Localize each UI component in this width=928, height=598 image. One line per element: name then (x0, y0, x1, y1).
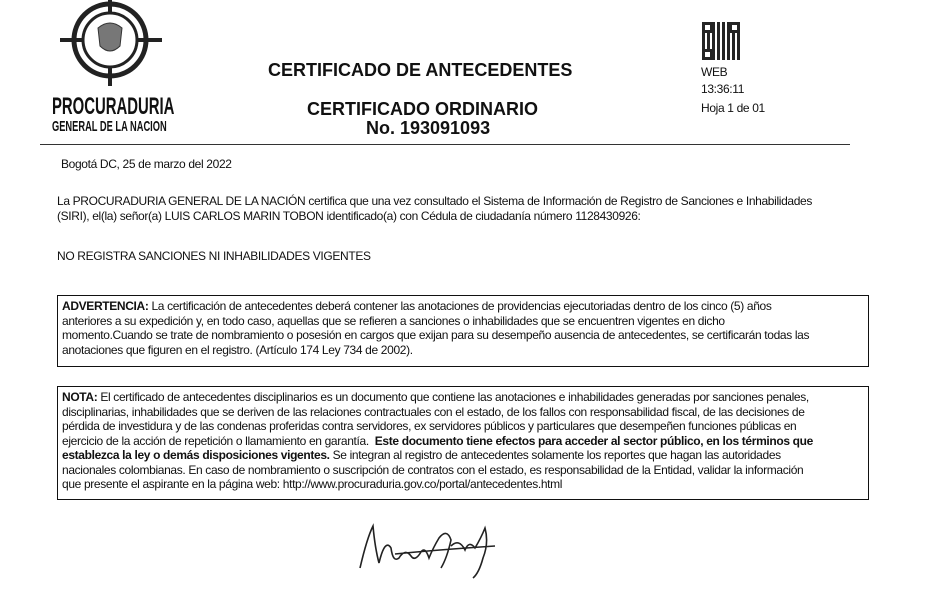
advertencia-line: anotaciones que figuren en el registro. (Artículo 174 Ley 734 de 2002). (62, 342, 413, 357)
logo-line1: PROCURADURIA (52, 93, 175, 120)
page-label: Hoja 1 de 01 (701, 101, 765, 115)
qr-code (702, 22, 740, 60)
header-divider (40, 144, 850, 145)
advertencia-label: ADVERTENCIA: (62, 299, 149, 313)
nota-line: Se integran al registro de antecedentes solamente los reportes que hagan las autoridades (329, 448, 781, 462)
advertencia-line: momento.Cuando se trate de nombramiento o posesión en cargos que exijan para su desempeño ausencia de antecedentes, se certificarán todas las (62, 328, 810, 342)
nota-line: ejercicio de la acción de repetición o llamamiento en garantía. (62, 433, 375, 448)
advertencia-line: La certificación de antecedentes deberá contener las anotaciones de providencias ejecutoriadas dentro de los cinco (5) años (148, 299, 772, 313)
advertencia-line: anteriores a su expedición y, en todo caso, aquellas que se refieren a sanciones o inhabilidades que se encuentren vigentes en dicho (62, 313, 725, 328)
nota-line: disciplinarias, inhabilidades que se deriven de las relaciones contractuales con el estado, de los fallos con responsabilidad fiscal, de las decisiones de (62, 404, 805, 419)
body-line: La PROCURADURIA GENERAL DE LA NACIÓN certifica que una vez consultado el Sistema de Información de Registro de Sanciones e Inhabilidades (57, 194, 813, 208)
crest-target-icon (52, 0, 172, 92)
place-date: Bogotá DC, 25 de marzo del 2022 (61, 157, 232, 171)
certificate-number: No. 193091093 (366, 118, 491, 138)
nota-bold: Este documento tiene efectos para acceder al sector público, en los términos que (374, 433, 813, 448)
nota-line: que presente el aspirante en la página web: http://www.procuraduria.gov.co/portal/antecedentes.html (62, 477, 563, 491)
nota-box (57, 386, 869, 500)
nota-line: El certificado de antecedentes disciplinarios es un documento que contiene las anotaciones e inhabilidades generadas por sanciones penales, (97, 390, 809, 404)
certificate-title: CERTIFICADO DE ANTECEDENTES (268, 60, 573, 80)
nota-line: pérdida de investidura y de las condenas proferidas contra servidores, ex servidores públicos y particulares que desempeñen funciones públicas en (62, 419, 797, 433)
channel-label: WEB (701, 65, 728, 79)
body-line: (SIRI), el(la) señor(a) LUIS CARLOS MARIN TOBON identificado(a) con Cédula de ciudadanía número 1128430926: (57, 208, 641, 223)
result-text: NO REGISTRA SANCIONES NI INHABILIDADES VIGENTES (57, 249, 371, 263)
nota-line: nacionales colombianas. En caso de nombramiento o suscripción de contratos con el estado, es responsabilidad de la Entidad, validar la información (62, 462, 804, 477)
procuraduria-logo (52, 0, 175, 140)
advertencia-box (57, 295, 869, 367)
nota-label: NOTA: (62, 390, 98, 404)
certificate-subtitle: CERTIFICADO ORDINARIO (307, 99, 538, 119)
logo-line2: GENERAL DE LA NACION (52, 118, 167, 135)
nota-bold: establezca la ley o demás disposiciones vigentes. (62, 448, 330, 462)
time-label: 13:36:11 (701, 82, 745, 96)
signature-image (355, 518, 525, 583)
certification-text (57, 194, 812, 223)
